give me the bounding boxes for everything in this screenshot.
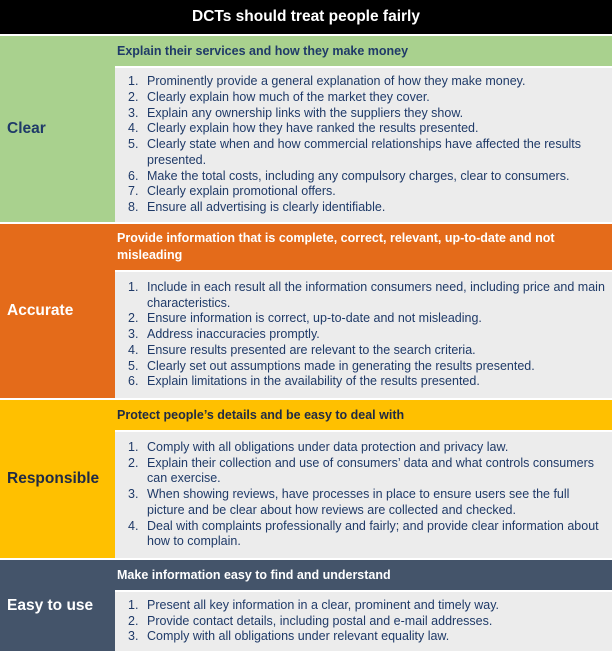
list-text: Ensure all advertising is clearly identifiable. [147, 199, 386, 214]
section-list [115, 270, 612, 398]
list-item [128, 629, 499, 645]
list-item [128, 90, 606, 106]
list-item [128, 519, 606, 550]
list-text: When showing reviews, have processes in place to ensure users see the full picture and be clear about how reviews are collected and checked. [147, 487, 570, 517]
list-text: Clearly state when and how commercial relationships have affected the results presented. [147, 137, 582, 167]
list-item [128, 184, 606, 200]
section-list [115, 430, 612, 558]
list-text: Clearly explain how they have ranked the results presented. [147, 121, 479, 136]
list-number: 2. [128, 311, 139, 326]
section-label: Responsible [0, 400, 115, 558]
list-number: 4. [128, 518, 139, 533]
list-number: 5. [128, 358, 139, 373]
list-text: Deal with complaints professionally and fairly; and provide clear information about how to complain. [147, 518, 599, 549]
list-number: 6. [128, 168, 139, 183]
list-item [128, 327, 606, 343]
list-text: Clearly explain how much of the market they cover. [147, 90, 430, 105]
list-item [128, 106, 606, 122]
list-number: 3. [128, 105, 139, 120]
list-number: 7. [128, 184, 139, 199]
section-label: Easy to use [0, 560, 115, 651]
list-number: 8. [128, 199, 139, 214]
list-item [128, 74, 606, 90]
list-item [128, 359, 606, 375]
list-number: 6. [128, 374, 139, 389]
section-clear [0, 34, 612, 222]
section-list [115, 66, 612, 222]
section-easy-to-use [0, 558, 612, 651]
list-number: 4. [128, 342, 139, 357]
list-text: Explain their collection and use of consumers’ data and what controls consumers can exercise. [147, 455, 594, 486]
list-item [128, 487, 606, 518]
list-item [128, 121, 606, 137]
section-accurate [0, 222, 612, 398]
list-number: 2. [128, 455, 139, 470]
list-number: 2. [128, 90, 139, 105]
list-number: 1. [128, 74, 139, 89]
list-text: Prominently provide a general explanation of how they make money. [147, 74, 526, 89]
list-item [128, 311, 606, 327]
list-number: 2. [128, 613, 139, 628]
section-responsible [0, 398, 612, 558]
list-text: Include in each result all the information consumers need, including price and main characteristics. [147, 280, 605, 310]
list-item [128, 280, 606, 311]
list-text: Explain limitations in the availability of the results presented. [147, 374, 480, 389]
list-number: 1. [128, 597, 139, 612]
list-item [128, 614, 499, 630]
list-item [128, 137, 606, 168]
list-item [128, 598, 499, 614]
list-text: Ensure information is correct, up-to-date and not misleading. [147, 311, 482, 326]
list-number: 1. [128, 280, 139, 295]
list-text: Comply with all obligations under relevant equality law. [147, 629, 450, 644]
list-number: 3. [128, 629, 139, 644]
list-number: 4. [128, 121, 139, 136]
list-text: Clearly set out assumptions made in generating the results presented. [147, 358, 535, 373]
section-heading: Provide information that is complete, correct, relevant, up-to-date and not misleading [115, 224, 612, 270]
list-number: 1. [128, 440, 139, 455]
list-item [128, 374, 606, 390]
list-number: 3. [128, 487, 139, 502]
list-text: Clearly explain promotional offers. [147, 184, 336, 199]
list-number: 5. [128, 137, 139, 152]
section-heading: Protect people’s details and be easy to deal with [115, 400, 612, 430]
list-item [128, 440, 606, 456]
list-text: Explain any ownership links with the suppliers they show. [147, 105, 464, 120]
section-heading: Explain their services and how they make money [115, 36, 612, 66]
list-item [128, 169, 606, 185]
list-number: 3. [128, 327, 139, 342]
list-text: Comply with all obligations under data protection and privacy law. [147, 440, 509, 455]
list-item [128, 456, 606, 487]
list-item [128, 343, 606, 359]
section-list [115, 590, 612, 651]
section-label: Accurate [0, 224, 115, 398]
section-heading: Make information easy to find and understand [115, 560, 612, 590]
list-text: Ensure results presented are relevant to the search criteria. [147, 342, 476, 357]
list-text: Present all key information in a clear, prominent and timely way. [147, 597, 500, 612]
list-item [128, 200, 606, 216]
section-label: Clear [0, 36, 115, 222]
list-text: Provide contact details, including postal and e-mail addresses. [147, 613, 493, 628]
page-title: DCTs should treat people fairly [0, 0, 612, 34]
list-text: Address inaccuracies promptly. [147, 327, 320, 342]
list-text: Make the total costs, including any compulsory charges, clear to consumers. [147, 168, 570, 183]
